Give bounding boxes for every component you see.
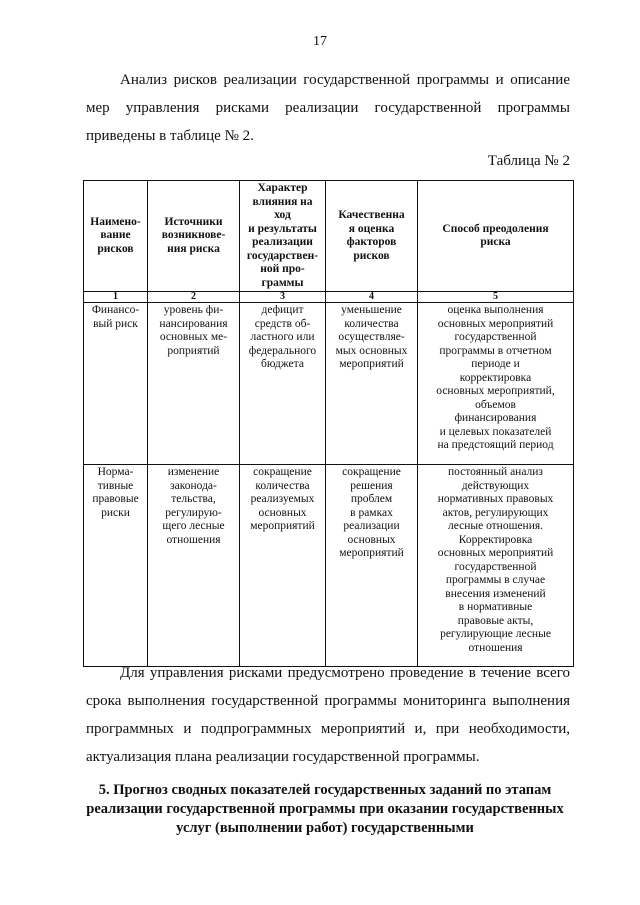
section-heading: 5. Прогноз сводных показателей государственных заданий по этапам реализации государственной программы при оказании государственных услуг (выполнении работ) государственными [86, 782, 564, 836]
table-cell: изменение законода- тельства, регулирую- щего лесные отношения [148, 465, 240, 667]
column-number: 3 [240, 292, 326, 303]
table-header-row [84, 181, 574, 292]
header-assessment: Качественна я оценка факторов рисков [326, 181, 418, 292]
header-risk-source: Источники возникнове- ния риска [148, 181, 240, 292]
table-cell: Норма- тивные правовые риски [84, 465, 148, 667]
column-number-row [84, 292, 574, 303]
table-row-financial-risk [84, 303, 574, 465]
table-row-legal-risk [84, 465, 574, 667]
table-cell: уменьшение количества осуществляе- мых основных мероприятий [326, 303, 418, 465]
risk-table [83, 180, 574, 667]
table-cell: сокращение решения проблем в рамках реализации основных мероприятий [326, 465, 418, 667]
page-number: 17 [313, 34, 327, 49]
header-impact: Характер влияния на ход и результаты реализации государствен- ной про- граммы [240, 181, 326, 292]
after-table-paragraph [86, 659, 570, 771]
table-cell: сокращение количества реализуемых основных мероприятий [240, 465, 326, 667]
column-number: 5 [418, 292, 574, 303]
table-cell: Финансо- вый риск [84, 303, 148, 465]
after-table-paragraph-text: Для управления рисками предусмотрено проведение в течение всего срока выполнения государственной программы мониторинга выполнения программных и подпрограммных мероприятий и, при необходимости, актуализация плана реализации государственной программы. [86, 665, 570, 765]
intro-paragraph [86, 66, 570, 150]
column-number: 2 [148, 292, 240, 303]
table-cell: уровень фи- нансирования основных ме- роприятий [148, 303, 240, 465]
table-label: Таблица № 2 [487, 153, 570, 169]
table-cell: дефицит средств об- ластного или федерального бюджета [240, 303, 326, 465]
intro-paragraph-text: Анализ рисков реализации государственной программы и описание мер управления рисками реализации государственной программы приведены в таблице № 2. [86, 72, 570, 144]
column-number: 4 [326, 292, 418, 303]
column-number: 1 [84, 292, 148, 303]
header-risk-name: Наимено- вание рисков [84, 181, 148, 292]
table-cell: оценка выполнения основных мероприятий государственной программы в отчетном периоде и корректировка основных мероприятий, объемов финансирования и целевых показателей на предстоящий период [418, 303, 574, 465]
header-mitigation: Способ преодоления риска [418, 181, 574, 292]
table-cell: постоянный анализ действующих нормативных правовых актов, регулирующих лесные отношения. Корректировка основных мероприятий государственной программы в случае внесения изменений в нормативные правовые акты, регулирующие лесные отношения [418, 465, 574, 667]
